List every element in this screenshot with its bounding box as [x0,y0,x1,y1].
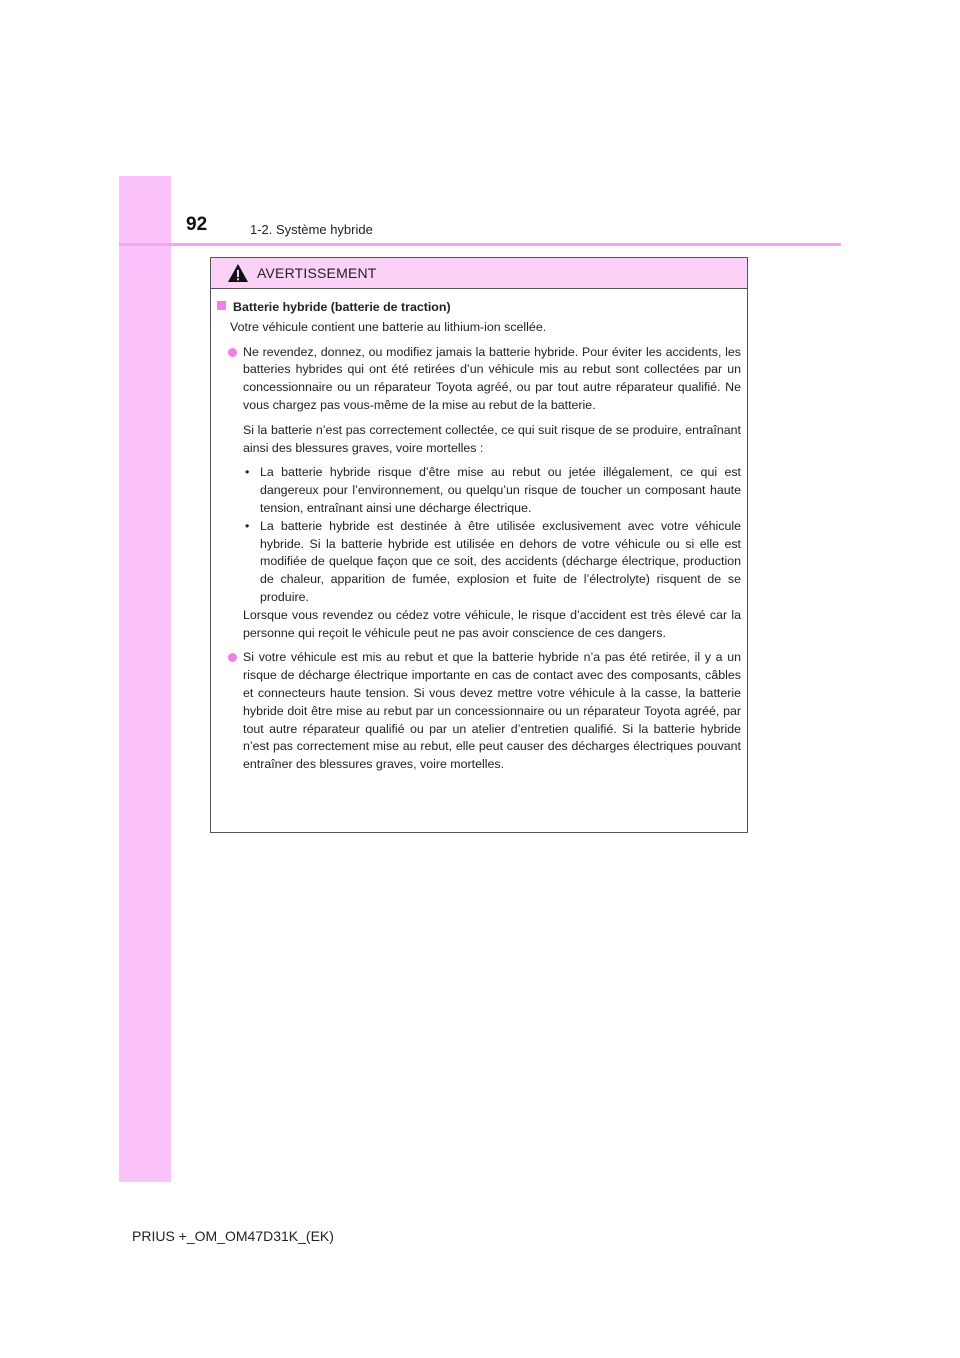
warning-header [211,258,747,289]
header-rule [119,243,841,246]
paragraph: Si votre véhicule est mis au rebut et que la batterie hybride n’a pas été retirée, il y a un risque de décharge électrique importante en cas de contact avec des composants, câbles et connecteurs haute tension. Si vous devez mettre votre véhicule à la casse, la batterie hybride doit être mise au rebut par un concessionnaire ou un réparateur Toyota agréé, par tout autre réparateur qualifié ou par un atelier d’entretien qualifié. Si la batterie hybride n’est pas correctement mise au rebut, elle peut causer des décharges électriques pouvant entraîner des blessures graves, voire mortelles. [243,650,741,772]
sub-item-text: La batterie hybride est destinée à être utilisée exclusivement avec votre véhicule hybride. Si la batterie hybride est utilisée en dehors de votre véhicule ou si elle est modifiée de quelque façon que ce soit, des accidents (décharge électrique, production de chaleur, apparition de fumée, explosion et fuite de l’électrolyte) risquent de se produire. [260,518,741,604]
paragraph: Si la batterie n’est pas correctement collectée, ce qui suit risque de se produire, entraînant ainsi des blessures graves, voire mortelles : [243,422,741,455]
sub-list-item [243,464,741,517]
dot-bullet-icon [228,348,237,357]
list-item [217,649,741,774]
page-number: 92 [186,214,208,235]
section-title: 1-2. Système hybride [250,222,373,237]
sub-list-item [243,518,741,607]
sub-list [243,464,741,606]
footer-code: PRIUS +_OM_OM47D31K_(EK) [132,1228,334,1244]
side-band [119,176,171,1182]
warning-title: AVERTISSEMENT [257,265,377,281]
dot-bullet-icon [228,653,237,662]
sub-bullet: • [245,518,250,533]
warning-body [211,289,747,774]
intro-text: Votre véhicule contient une batterie au lithium-ion scellée. [230,319,547,334]
sub-item-text: La batterie hybride risque d’être mise au rebut ou jetée illégalement, ce qui est dangereux pour l’environnement, ou quelqu’un risque de toucher un composant haute tension, entraînant ainsi une décharge électrique. [260,465,741,515]
item-content [243,649,741,774]
item-content [243,344,741,643]
list-item [217,344,741,643]
warning-subheading [217,299,741,317]
paragraph: Lorsque vous revendez ou cédez votre véhicule, le risque d’accident est très élevé car la personne qui reçoit le véhicule peut ne pas avoir conscience de ces dangers. [243,607,741,640]
sub-bullet: • [245,465,250,480]
paragraph: Ne revendez, donnez, ou modifiez jamais la batterie hybride. Pour éviter les accidents, les batteries hybrides qui ont été retirées d’un véhicule mis au rebut sont collectées par un concessionnaire ou un réparateur Toyota agréé, ou par tout autre réparateur qualifié. Ne vous chargez pas vous-même de la mise au rebut de la batterie. [243,344,741,412]
warning-triangle-icon [227,263,249,283]
warning-box [210,257,748,833]
square-bullet-icon [217,301,226,310]
subheading-text: Batterie hybride (batterie de traction) [233,300,451,314]
